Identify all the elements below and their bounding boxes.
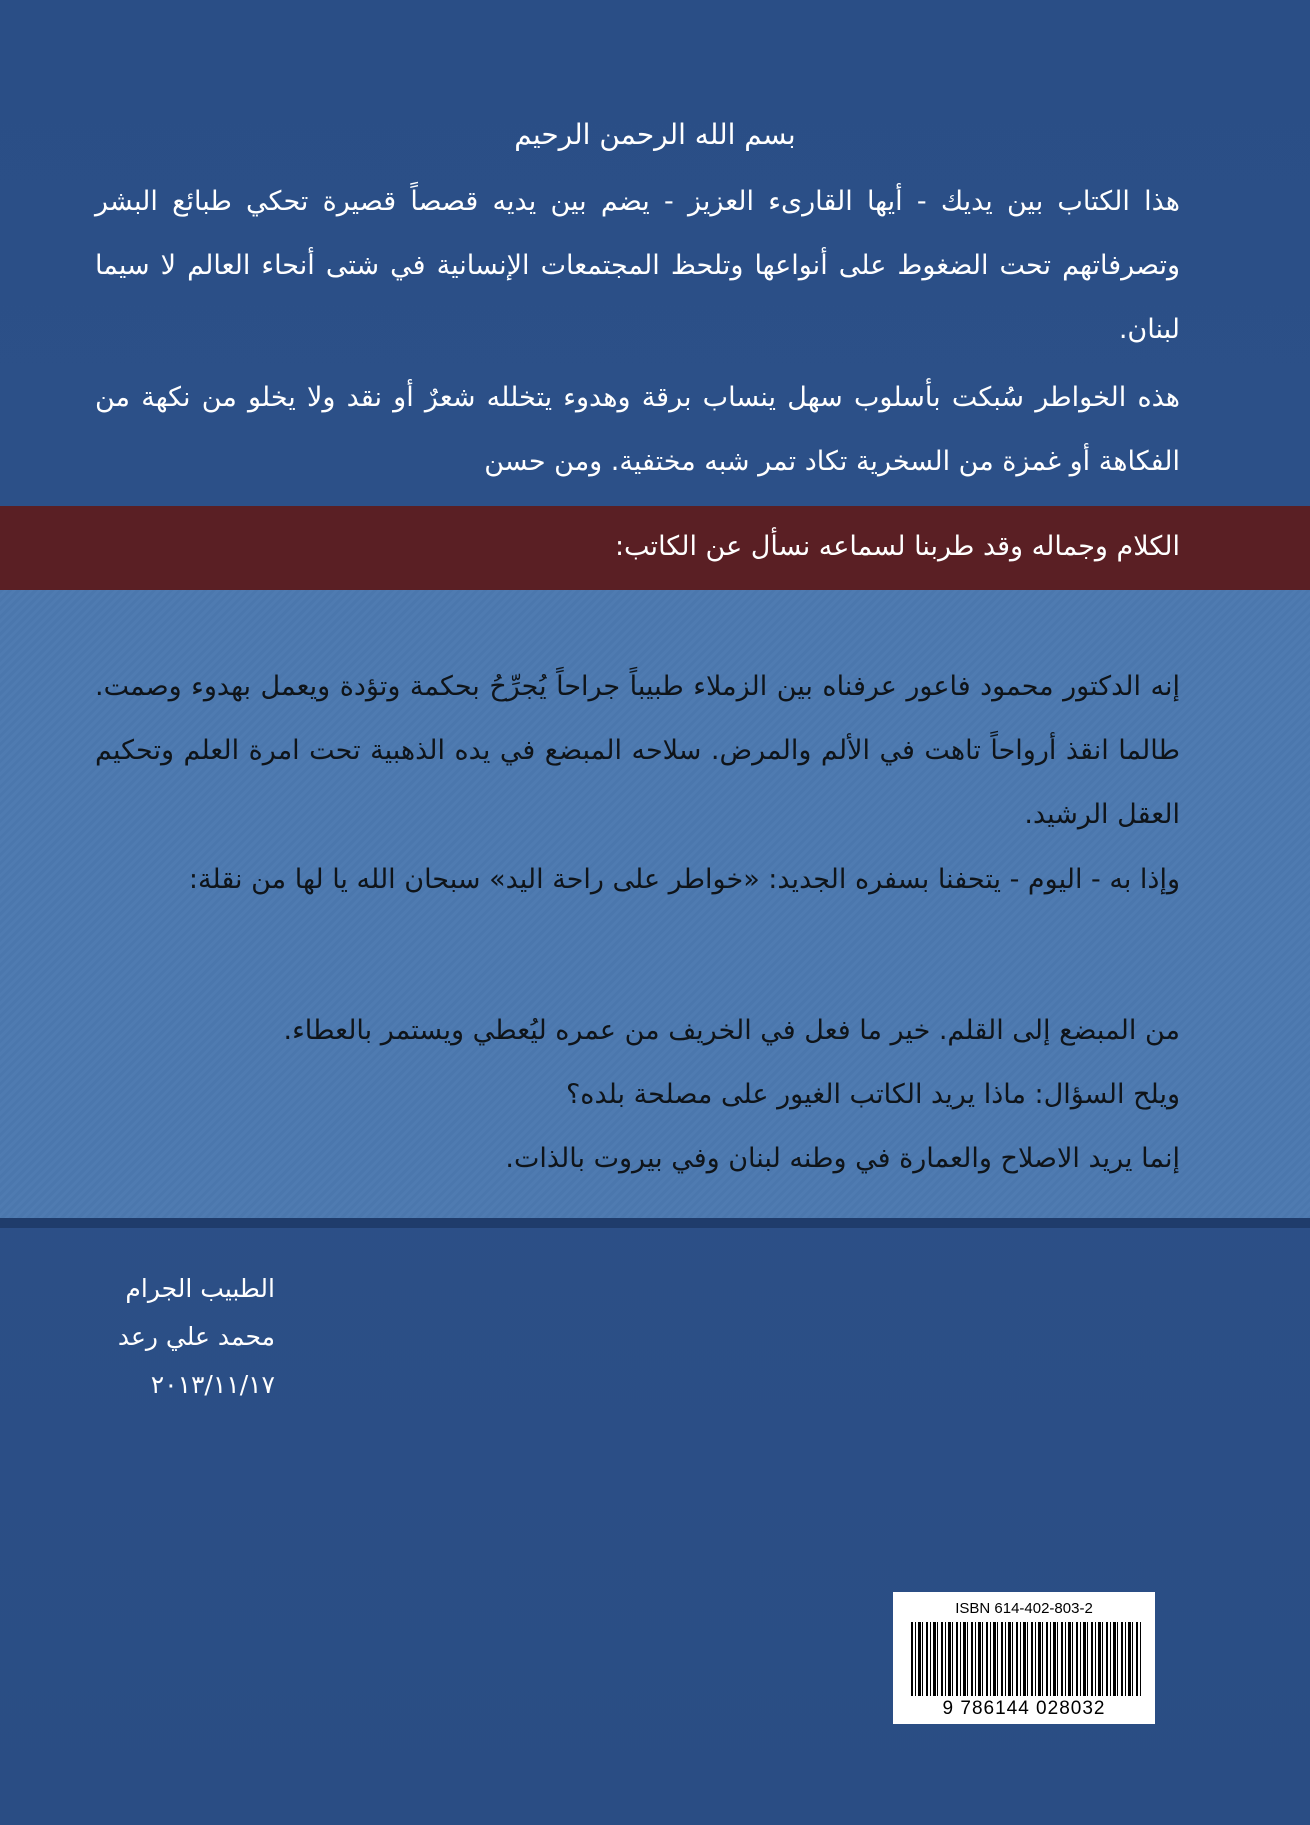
isbn-barcode-box: [893, 1592, 1155, 1724]
signature-date: ٢٠١٣/١١/١٧: [150, 1370, 275, 1399]
body-paragraph-5: إنما يريد الاصلاح والعمارة في وطنه لبنان وفي بيروت بالذات.: [505, 1143, 1180, 1174]
intro-paragraph-2: هذه الخواطر سُبكت بأسلوب سهل ينساب برقة وهدوء يتخلله شعرٌ أو نقد ولا يخلو من نكهة من الفكاهة أو غمزة من السخرية تكاد تمر شبه مختفية. ومن حسن: [95, 382, 1180, 477]
signature-title: الطبيب الجرام: [125, 1274, 275, 1303]
band-text-line: الكلام وجماله وقد طربنا لسماعه نسأل عن الكاتب:: [614, 531, 1180, 562]
signature-block: [95, 1265, 275, 1409]
signature-name: محمد علي رعد: [117, 1322, 275, 1351]
isbn-label: ISBN 614-402-803-2: [955, 1600, 1093, 1617]
body-paragraph-2: وإذا به - اليوم - يتحفنا بسفره الجديد: «خواطر على راحة اليد» سبحان الله يا لها من نقلة:: [188, 864, 1180, 895]
body-paragraph-1: إنه الدكتور محمود فاعور عرفناه بين الزملاء طبيباً جراحاً يُجرِّحُ بحكمة وتؤدة ويعمل بهدوء وصمت. طالما انقذ أرواحاً تاهت في الألم والمرض. سلاحه المبضع في يده الذهبية تحت امرة العلم وتحكيم العقل الرشيد.: [95, 671, 1180, 830]
barcode-icon: [911, 1622, 1141, 1696]
isbn-digits: 9 786144 028032: [942, 1698, 1106, 1719]
panel-divider: [0, 1218, 1310, 1228]
body-paragraph-4: ويلح السؤال: ماذا يريد الكاتب الغيور على مصلحة بلده؟: [565, 1079, 1180, 1110]
intro-paragraph-1: هذا الكتاب بين يديك - أيها القارىء العزيز - يضم بين يديه قصصاً قصيرة تحكي طبائع البشر وتصرفاتهم تحت الضغوط على أنواعها وتلحظ المجتمعات الإنسانية في شتى أنحاء العالم لا سيما لبنان.: [95, 186, 1180, 345]
body-paragraph-3: من المبضع إلى القلم. خير ما فعل في الخريف من عمره ليُعطي ويستمر بالعطاء.: [283, 1015, 1180, 1046]
bismillah-heading: بسم الله الرحمن الرحيم: [514, 118, 796, 151]
